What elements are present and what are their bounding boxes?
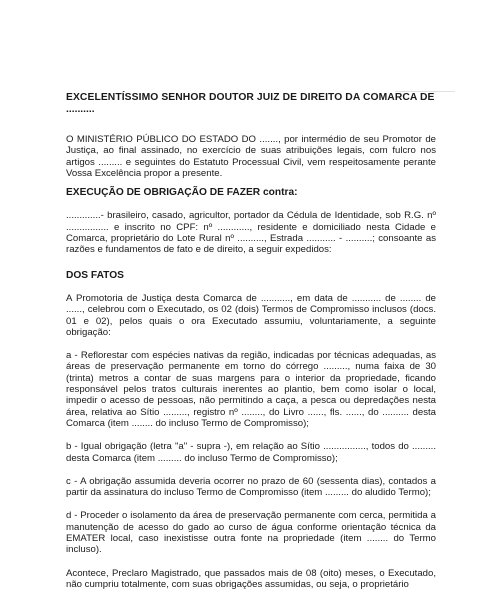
defendant-paragraph: .............- brasileiro, casado, agricultor, portador da Cédula de Identidade, sob R.G. nº ................ e inscrito no CPF: nº ............, residente e domiciliado nesta Cidade e Comarca, proprietário do Lote Rural nº .........., Estrada ........... - ..........; consoante as razões e fundamentos de fato e de direito, a seguir expedidos:	[66, 210, 436, 256]
section-heading-execucao: EXECUÇÃO DE OBRIGAÇÃO DE FAZER contra:	[66, 187, 298, 199]
header-rule	[395, 91, 455, 92]
intro-paragraph: O MINISTÉRIO PÚBLICO DO ESTADO DO ......., por intermédio de seu Promotor de Justiça, ao final assinado, no exercício de suas atribuições legais, com fulcro nos artigos ......... e seguintes do Estatuto Processual Civil, vem respeitosamente perante Vossa Excelência propor a presente.	[66, 134, 436, 179]
document-title	[66, 92, 436, 116]
obligation-item-d: d - Proceder o isolamento da área de preservação permanente com cerca, permitida a manutenção de acesso do gado ao curso de água conforme orientação técnica da EMATER local, caso inexistisse outra fonte na propriedade (item ........ do Termo incluso).	[66, 510, 436, 556]
title-continuation: ..........	[66, 104, 95, 115]
title-text: EXCELENTÍSSIMO SENHOR DOUTOR JUIZ DE DIREITO DA COMARCA DE	[66, 92, 435, 103]
obligation-item-a: a - Reflorestar com espécies nativas da região, indicadas por técnicas adequadas, as áreas de preservação permanente em torno do córrego ........., numa faixa de 30 (trinta) metros a contar de suas margens para o interior da propriedade, ficando responsável pelos tratos culturais inerentes ao plantio, bem como isolar o local, impedir o acesso de pessoas, não permitindo a caça, a pesca ou depredações nesta área, relativa ao Sítio ........., registro nº ........, do Livro ......, fls. ......, do .......... desta Comarca (item ........ do incluso Termo de Compromisso);	[66, 350, 436, 429]
closing-paragraph: Acontece, Preclaro Magistrado, que passados mais de 08 (oito) meses, o Executado, não cumpriu totalmente, com suas obrigações assumidas, ou seja, o proprietário	[66, 567, 436, 590]
obligation-item-c: c - A obrigação assumida deveria ocorrer no prazo de 60 (sessenta dias), contados a partir da assinatura do incluso Termo de Compromisso (item ......... do aludido Termo);	[66, 475, 436, 499]
obligation-item-b: b - Igual obrigação (letra "a" - supra -), em relação ao Sítio ................, todos do ......... desta Comarca (item ......... do incluso Termo de Compromisso);	[66, 441, 436, 464]
facts-paragraph: A Promotoria de Justiça desta Comarca de ..........., em data de ........... de ........ de ......, celebrou com o Executado, os 02 (dois) Termos de Compromisso inclusos (docs. 01 e 02), pelos quais o ora Executado assumiu, voluntariamente, a seguinte obrigação:	[66, 292, 436, 338]
section-heading-fatos: DOS FATOS	[66, 269, 124, 281]
